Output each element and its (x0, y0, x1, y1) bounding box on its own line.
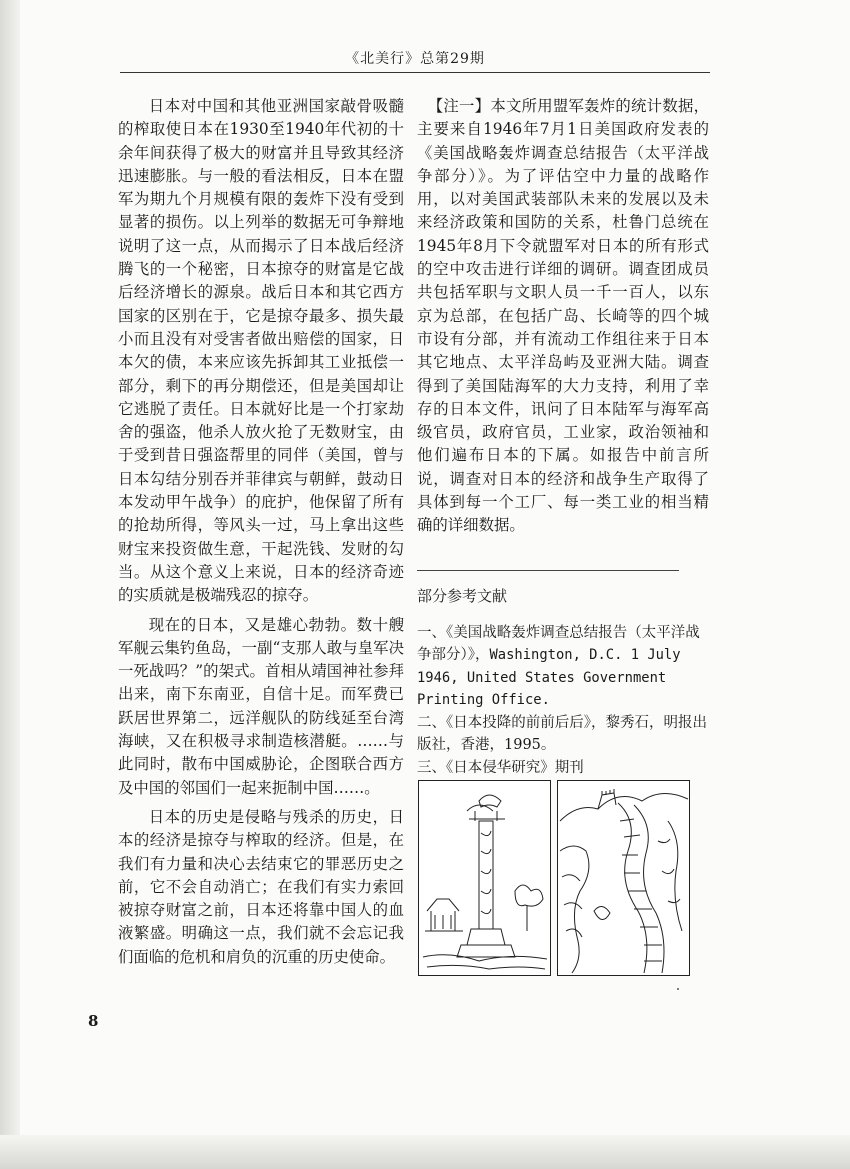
reference-item-1 (417, 622, 709, 712)
reference-item-3: 三、《日本侵华研究》期刊 (417, 759, 584, 776)
reference-1-publisher: Washington, D.C. 1 July 1946, United States Government Printing Office. (417, 647, 681, 709)
footnote-1: 【注一】本文所用盟军轰炸的统计数据，主要来自1946年7月1日美国政府发表的《美国战略轰炸调查总结报告（太平洋战争部分）》。为了评估空中力量的战略作用，以对美国武装部队未来的发展以及未来经济政策和国防的关系，杜鲁门总统在1945年8月下令就盟军对日本的所有形式的空中攻击进行详细的调研。调查团成员共包括军职与文职人员一千一百人，以东京为总部，在包括广岛、长崎等的四个城市设有分部，并有流动工作组往来于日本其它地点、太平洋岛屿及亚洲大陆。调查得到了美国陆海军的大力支持，利用了幸存的日本文件，讯问了日本陆军与海军高级官员，政府官员，工业家，政治领袖和他们遍布日本的下属。如报告中前言所说，调查对日本的经济和战争生产取得了具体到每一个工厂、每一类工业的相当精确的详细数据。 (417, 97, 709, 535)
great-wall-sketch-icon (558, 781, 689, 975)
body-paragraph-2: 现在的日本，又是雄心勃勃。数十艘军舰云集钓鱼岛，一副“支那人敢与皇军决一死战吗？”的架式。首相从靖国神社参拜出来，南下东南亚，自信十足。而军费已跃居世界第二，远洋舰队的防线延至台湾海峡，又在积极寻求制造核潜艇。……与此同时，散布中国威胁论，企图联合西方及中国的邻国们一起来扼制中国……。 (118, 615, 404, 797)
running-header: 《北美行》总第29期 (345, 51, 485, 67)
illustration-huabiao-column (418, 780, 551, 976)
reference-item-2: 二、《日本投降的前前后后》，黎秀石，明报出版社，香港，1995。 (417, 714, 707, 754)
notes-column (417, 95, 709, 779)
illustration-great-wall (557, 780, 690, 976)
scan-edge-left (0, 0, 20, 1169)
illustrations (418, 780, 708, 974)
reference-1-text: 一、《美国战略轰炸调查总结报告（太平洋战争部分）》， (417, 624, 700, 664)
main-text-column (118, 95, 404, 975)
page-number: 8 (88, 1012, 99, 1030)
body-paragraph-3: 日本的历史是侵略与残杀的历史，日本的经济是掠夺与榨取的经济。但是，在我们有力量和决心去结束它的罪恶历史之前，它不会自动消亡；在我们有实力索回被掠夺财富之前，日本还将靠中国人的血液繁盛。明确这一点，我们就不会忘记我们面临的危机和肩负的沉重的历史使命。 (118, 807, 404, 966)
references-divider (417, 570, 679, 571)
body-paragraph-1: 日本对中国和其他亚洲国家敲骨吸髓的榨取使日本在1930至1940年代初的十余年间获得了极大的财富并且导致其经济迅速膨胀。与一般的看法相反，日本在盟军为期九个月规模有限的轰炸下没有受到显著的损伤。以上列举的数据无可争辩地说明了这一点，从而揭示了日本战后经济腾飞的一个秘密，日本掠夺的财富是它战后经济增长的源泉。战后日本和其它西方国家的区别在于，它是掠夺最多、损失最小而且没有对受害者做出赔偿的国家，日本欠的债，本来应该先拆卸其工业抵偿一部分，剩下的再分期偿还，但是美国却让它逃脱了责任。日本就好比是一个打家劫舍的强盗，他杀人放火抢了无数财宝，由于受到昔日强盗帮里的同伴（美国，曾与日本勾结分别吞并菲律宾与朝鲜，鼓动日本发动甲午战争）的庇护，他保留了所有的抢劫所得，等风头一过，马上拿出这些财宝来投资做生意，干起洗钱、发财的勾当。从这个意义上来说，日本的经济奇迹的实质就是极端残忍的掠夺。 (118, 97, 404, 605)
references-title: 部分参考文献 (417, 586, 508, 605)
header-rule (120, 72, 710, 73)
scan-edge-bottom (0, 1135, 850, 1169)
huabiao-sketch-icon (419, 781, 550, 975)
scan-speck (677, 988, 679, 990)
